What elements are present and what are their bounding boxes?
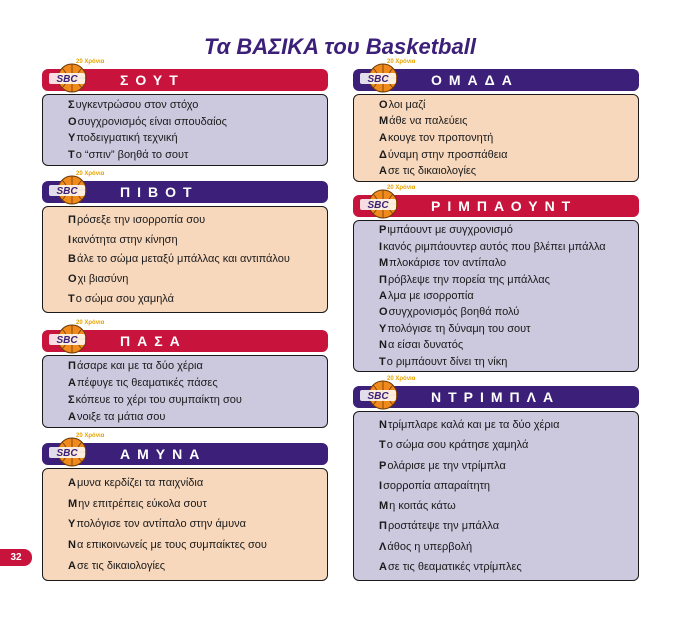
svg-text:20 Χρόνια: 20 Χρόνια bbox=[76, 59, 104, 65]
section-header: ΡΙΜΠΑΟΥΝΤ bbox=[431, 198, 578, 214]
list-item: Μάθε να παλεύεις bbox=[379, 115, 468, 128]
svg-text:20 Χρόνια: 20 Χρόνια bbox=[76, 171, 104, 177]
svg-text:20 Χρόνια: 20 Χρόνια bbox=[387, 376, 415, 382]
sbc-logo bbox=[357, 184, 415, 220]
list-item: Υποδειγματική τεχνική bbox=[68, 132, 178, 145]
svg-text:SBC: SBC bbox=[56, 448, 78, 459]
basketball-logo-icon bbox=[46, 319, 104, 355]
list-item: Ικανός ριμπάουντερ αυτός που βλέπει μπάλλα bbox=[379, 240, 606, 253]
basketball-logo-icon bbox=[46, 58, 104, 94]
list-item: Υπολόγισε τον αντίπαλο στην άμυνα bbox=[68, 518, 247, 531]
list-item: Ικανότητα στην κίνηση bbox=[68, 233, 178, 246]
list-item: Ισορροπία απαραίτητη bbox=[379, 479, 491, 492]
list-item: Να επικοινωνείς με τους συμπαίκτες σου bbox=[68, 539, 267, 552]
svg-text:20 Χρόνια: 20 Χρόνια bbox=[76, 320, 104, 326]
list-item: Πρόσεξε την ισορροπία σου bbox=[68, 213, 206, 226]
section-header: ΠΑΣΑ bbox=[120, 333, 187, 349]
section-box bbox=[42, 355, 328, 428]
svg-text:20 Χρόνια: 20 Χρόνια bbox=[387, 185, 415, 191]
section-header: ΣΟΥΤ bbox=[120, 72, 185, 88]
list-item: Υπολόγισε τη δύναμη του σουτ bbox=[379, 322, 531, 335]
list-item: Σκόπευε το χέρι του συμπαίκτη σου bbox=[68, 394, 242, 406]
section-box bbox=[353, 220, 639, 372]
sbc-logo bbox=[357, 58, 415, 94]
list-item: Να είσαι δυνατός bbox=[379, 339, 464, 352]
section-header: ΠΙΒΟΤ bbox=[120, 184, 199, 200]
list-item: Αλμα με ισορροπία bbox=[379, 289, 474, 302]
basketball-logo-icon bbox=[46, 432, 104, 468]
list-item: Οχι βιασύνη bbox=[68, 273, 129, 286]
list-item: Λάθος η υπερβολή bbox=[379, 540, 473, 553]
list-item: Προστάτεψε την μπάλλα bbox=[379, 520, 500, 533]
basketball-logo-icon bbox=[46, 170, 104, 206]
section-box bbox=[42, 94, 328, 166]
list-item: Οσυγχρονισμός βοηθά πολύ bbox=[379, 306, 520, 319]
list-item: Το ριμπάουντ δίνει τη νίκη bbox=[379, 355, 508, 368]
list-item: Απέφυγε τις θεαματικές πάσες bbox=[68, 377, 218, 389]
svg-text:SBC: SBC bbox=[56, 74, 78, 85]
svg-text:SBC: SBC bbox=[367, 74, 389, 85]
section-header: ΝΤΡΙΜΠΛΑ bbox=[431, 389, 561, 405]
section-box bbox=[353, 94, 639, 182]
list-item: Αμυνα κερδίζει τα παιχνίδια bbox=[68, 476, 204, 489]
list-item: Ασε τις δικαιολογίες bbox=[379, 165, 477, 178]
list-item: Ντρίμπλαρε καλά και με τα δύο χέρια bbox=[379, 419, 560, 432]
list-item: Συγκεντρώσου στον στόχο bbox=[68, 98, 199, 111]
list-item: Το σώμα σου χαμηλά bbox=[68, 293, 175, 306]
svg-text:20 Χρόνια: 20 Χρόνια bbox=[76, 433, 104, 439]
list-item: Ασε τις δικαιολογίες bbox=[68, 560, 166, 573]
basketball-logo-icon bbox=[357, 375, 415, 411]
list-item: Ριμπάουντ με συγχρονισμό bbox=[379, 224, 513, 237]
svg-text:SBC: SBC bbox=[367, 391, 389, 402]
section-header: ΑΜΥΝΑ bbox=[120, 446, 207, 462]
section-box bbox=[353, 411, 639, 581]
svg-text:SBC: SBC bbox=[56, 335, 78, 346]
basketball-logo-icon bbox=[357, 184, 415, 220]
list-item: Οσυγχρονισμός είναι σπουδαίος bbox=[68, 115, 227, 128]
section-box bbox=[42, 468, 328, 581]
page-title: Τα ΒΑΣΙΚΑ του Basketball bbox=[204, 34, 476, 59]
sbc-logo bbox=[46, 170, 104, 206]
sbc-logo bbox=[46, 319, 104, 355]
basketball-logo-icon bbox=[357, 58, 415, 94]
section-header: ΟΜΑΔΑ bbox=[431, 72, 519, 88]
list-item: Μπλοκάρισε τον αντίπαλο bbox=[379, 257, 507, 270]
list-item: Το “σπιν” βοηθά το σουτ bbox=[68, 149, 189, 162]
list-item: Μη κοιτάς κάτω bbox=[379, 500, 456, 513]
page-number: 32 bbox=[0, 549, 32, 566]
list-item: Το σώμα σου κράτησε χαμηλά bbox=[379, 439, 529, 452]
list-item: Ακουγε τον προπονητή bbox=[379, 131, 494, 144]
sbc-logo bbox=[357, 375, 415, 411]
list-item: Ανοιξε τα μάτια σου bbox=[68, 411, 166, 423]
list-item: Δύναμη στην προσπάθεια bbox=[379, 148, 508, 161]
svg-text:SBC: SBC bbox=[367, 200, 389, 211]
list-item: Βάλε το σώμα μεταξύ μπάλλας και αντιπάλου bbox=[68, 253, 290, 266]
list-item: Πάσαρε και με τα δύο χέρια bbox=[68, 360, 203, 372]
section-box bbox=[42, 206, 328, 313]
svg-text:20 Χρόνια: 20 Χρόνια bbox=[387, 59, 415, 65]
list-item: Ολοι μαζί bbox=[379, 98, 426, 111]
sbc-logo bbox=[46, 432, 104, 468]
list-item: Ρολάρισε με την ντρίμπλα bbox=[379, 459, 506, 472]
list-item: Πρόβλεψε την πορεία της μπάλλας bbox=[379, 273, 550, 286]
svg-text:SBC: SBC bbox=[56, 186, 78, 197]
list-item: Μην επιτρέπεις εύκολα σουτ bbox=[68, 497, 207, 510]
sbc-logo bbox=[46, 58, 104, 94]
list-item: Ασε τις θεαματικές ντρίμπλες bbox=[379, 560, 522, 573]
